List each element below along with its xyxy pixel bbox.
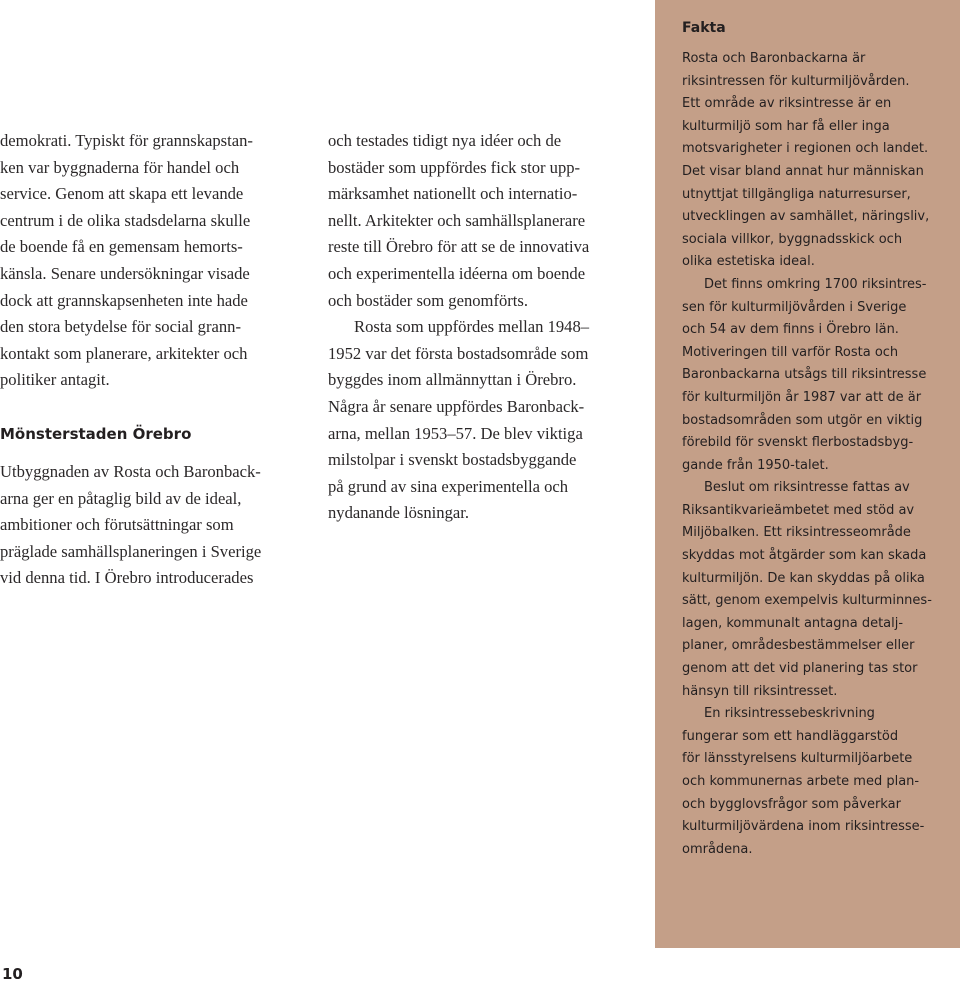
fact-box-body xyxy=(682,48,947,861)
text-line: fungerar som ett handläggarstöd xyxy=(682,728,899,744)
text-line: genom att det vid planering tas stor xyxy=(682,661,918,677)
text-line: demokrati. Typiskt för grannskapstan- xyxy=(0,131,253,150)
text-line: och kommunernas arbete med plan- xyxy=(682,774,920,789)
text-line: och testades tidigt nya idéer och de xyxy=(328,131,562,150)
body-paragraph xyxy=(328,128,633,314)
body-paragraph xyxy=(0,128,300,394)
text-line: sociala villkor, byggnadsskick och xyxy=(682,231,903,247)
fact-paragraph xyxy=(682,274,947,477)
fact-paragraph xyxy=(682,703,947,861)
fact-box xyxy=(655,0,960,948)
fact-box-title: Fakta xyxy=(682,20,726,36)
text-line: de boende få en gemensam hemorts- xyxy=(0,237,243,257)
text-line: motsvarigheter i regionen och landet. xyxy=(682,141,929,157)
text-line: hänsyn till riksintresset. xyxy=(682,683,838,699)
fact-paragraph xyxy=(682,48,947,274)
text-line: centrum i de olika stadsdelarna skulle xyxy=(0,210,251,230)
text-line: arna, mellan 1953–57. De blev viktiga xyxy=(328,423,583,443)
text-line: lagen, kommunalt antagna detalj- xyxy=(682,615,904,631)
text-line: Ett område av riksintresse är en xyxy=(682,96,892,112)
text-line: Beslut om riksintresse fattas av xyxy=(704,480,910,496)
column-2 xyxy=(328,128,633,527)
text-line: den stora betydelse för social grann- xyxy=(0,317,241,337)
text-line: kulturmiljön. De kan skyddas på olika xyxy=(682,570,925,586)
text-line: planer, områdesbestämmelser eller xyxy=(682,638,915,654)
text-line: politiker antagit. xyxy=(0,370,110,390)
text-line: områdena. xyxy=(682,841,753,857)
column-1 xyxy=(0,128,300,592)
text-line: sen för kulturmiljövården i Sverige xyxy=(682,299,907,315)
text-line: utvecklingen av samhället, näringsliv, xyxy=(682,209,930,225)
text-line: utnyttjat tillgängliga naturresurser, xyxy=(682,186,911,202)
text-line: nydanande lösningar. xyxy=(328,503,470,523)
text-line: riksintressen för kulturmiljövården. xyxy=(682,73,910,89)
text-line: ambitioner och förutsättningar som xyxy=(0,515,234,535)
text-line: och 54 av dem finns i Örebro län. xyxy=(682,322,899,338)
text-line: skyddas mot åtgärder som kan skada xyxy=(682,548,927,564)
text-line: arna ger en påtaglig bild av de ideal, xyxy=(0,488,242,508)
body-paragraph xyxy=(328,314,633,527)
text-line: kontakt som planerare, arkitekter och xyxy=(0,343,248,363)
text-line: sätt, genom exempelvis kulturminnes- xyxy=(682,593,932,609)
text-line: Utbyggnaden av Rosta och Baronback- xyxy=(0,461,261,481)
text-line: Det visar bland annat hur människan xyxy=(682,163,924,179)
section-heading: Mönsterstaden Örebro xyxy=(0,424,192,443)
fact-paragraph xyxy=(682,477,947,703)
text-line: bostadsområden som utgör en viktig xyxy=(682,412,923,428)
text-line: 1952 var det första bostadsområde som xyxy=(328,343,589,363)
text-line: känsla. Senare undersökningar visade xyxy=(0,263,250,283)
text-line: vid denna tid. I Örebro introducerades xyxy=(0,568,254,588)
text-line: olika estetiska ideal. xyxy=(682,254,815,270)
body-paragraph xyxy=(0,459,300,592)
text-line: Det finns omkring 1700 riksintres- xyxy=(704,276,927,292)
text-line: Några år senare uppfördes Baronback- xyxy=(328,396,585,416)
text-line: reste till Örebro för att se de innovativa xyxy=(328,237,590,257)
text-line: service. Genom att skapa ett levande xyxy=(0,184,244,204)
text-line: Riksantikvarieämbetet med stöd av xyxy=(682,502,915,518)
text-line: förebild för svenskt flerbostadsbyg- xyxy=(682,435,914,451)
text-line: ken var byggnaderna för handel och xyxy=(0,157,240,177)
text-line: dock att grannskapsenheten inte hade xyxy=(0,290,248,310)
text-line: för länsstyrelsens kulturmiljöarbete xyxy=(682,751,913,767)
text-line: och experimentella idéerna om boende xyxy=(328,263,586,283)
text-line: präglade samhällsplaneringen i Sverige xyxy=(0,541,262,561)
text-line: nellt. Arkitekter och samhällsplanerare xyxy=(328,210,586,230)
text-line: på grund av sina experimentella och xyxy=(328,476,569,496)
text-line: Rosta som uppfördes mellan 1948– xyxy=(354,317,590,337)
text-line: och bostäder som genomförts. xyxy=(328,290,529,310)
text-line: kulturmiljövärdena inom riksintresse- xyxy=(682,819,925,835)
text-line: gande från 1950-talet. xyxy=(682,457,829,473)
text-line: märksamhet nationellt och internatio- xyxy=(328,184,578,204)
text-line: byggdes inom allmännyttan i Örebro. xyxy=(328,370,577,390)
text-line: milstolpar i svenskt bostadsbyggande xyxy=(328,450,577,470)
text-line: bostäder som uppfördes fick stor upp- xyxy=(328,157,581,177)
text-line: En riksintressebeskrivning xyxy=(704,706,875,722)
text-line: och bygglovsfrågor som påverkar xyxy=(682,796,901,812)
text-line: Motiveringen till varför Rosta och xyxy=(682,344,899,360)
text-line: Baronbackarna utsågs till riksintresse xyxy=(682,367,927,383)
text-line: kulturmiljö som har få eller inga xyxy=(682,118,890,134)
text-line: Miljöbalken. Ett riksintresseområde xyxy=(682,525,911,541)
page-number: 10 xyxy=(2,965,23,983)
text-line: Rosta och Baronbackarna är xyxy=(682,51,866,66)
text-line: för kulturmiljön år 1987 var att de är xyxy=(682,389,922,405)
